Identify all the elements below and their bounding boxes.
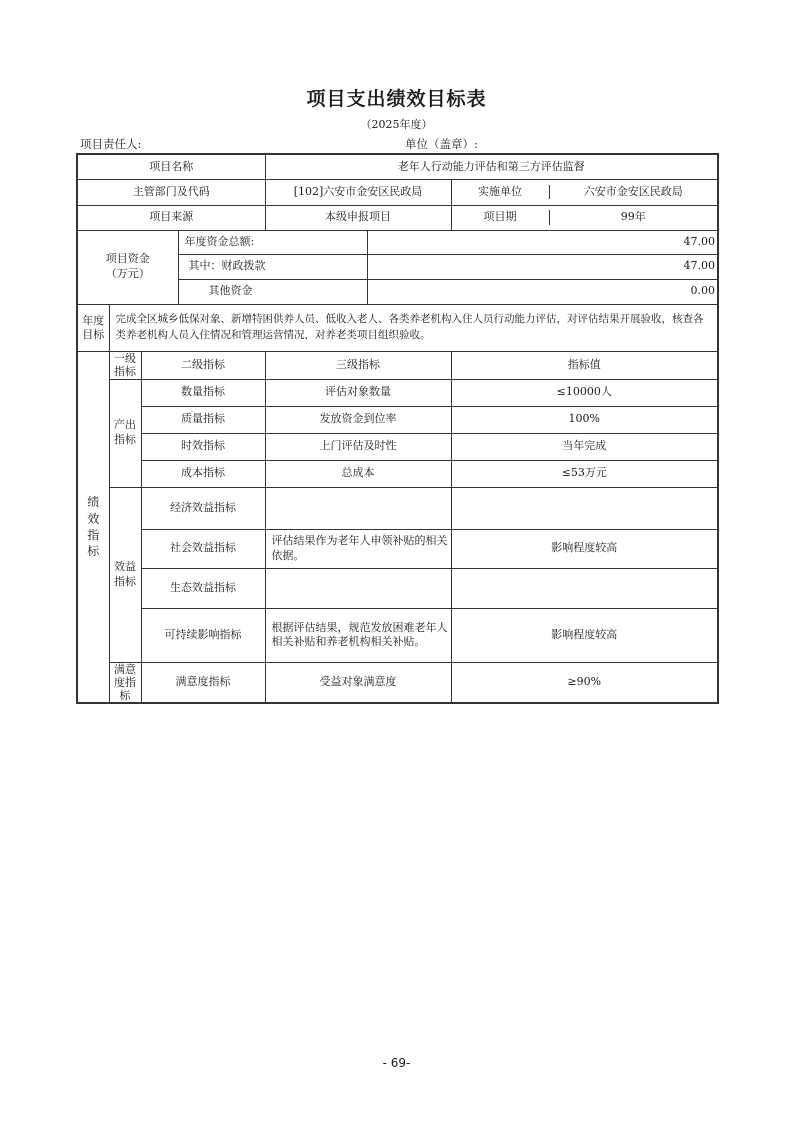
benefit-value [451,487,718,529]
fiscal-year: （2025年度） [360,118,433,131]
level2-header: 二级指标 [141,351,265,379]
output-l2: 质量指标 [141,406,265,433]
benefit-value: 影响程度较高 [451,608,718,662]
benefit-l3: 评估结果作为老年人申领补贴的相关依据。 [265,529,451,568]
benefit-value [451,568,718,608]
performance-target-table [76,153,719,704]
output-value: 当年完成 [451,433,718,460]
output-l3: 发放资金到位率 [265,406,451,433]
output-l2: 成本指标 [141,460,265,487]
annual-goal-label: 年度 目标 [77,304,109,351]
level1-header: 一级 指标 [109,351,141,379]
benefit-l2: 经济效益指标 [141,487,265,529]
other-funds-label: 其他资金 [178,279,367,304]
impl-unit-label: 实施单位 [452,185,550,199]
target-value-header: 指标值 [451,351,718,379]
dept-code-value: [102]六安市金安区民政局 [265,179,451,205]
benefit-l3: 根据评估结果，规范发放困难老年人相关补贴和养老机构相关补贴。 [265,608,451,662]
benefit-indicators-label: 效益 指标 [109,487,141,662]
impl-unit-value: 六安市金安区民政局 [583,184,683,198]
project-period-label: 项目期 [452,210,550,224]
fiscal-label: 其中：财政拨款 [178,254,367,279]
output-value: ≤10000人 [451,379,718,406]
benefit-l2: 生态效益指标 [141,568,265,608]
output-l3: 总成本 [265,460,451,487]
annual-total-value: 47.00 [367,230,718,254]
level3-header: 三级指标 [265,351,451,379]
satisfaction-indicators-label: 满意 度指 标 [109,662,141,703]
unit-seal-label: 单位（盖章）: [405,137,478,151]
satisfaction-l2: 满意度指标 [141,662,265,703]
benefit-l3 [265,487,451,529]
page-title: 项目支出绩效目标表 [306,88,487,110]
impl-unit-cell [451,179,718,205]
output-value: 100% [451,406,718,433]
project-period-value: 99年 [620,210,646,224]
benefit-l2: 可持续影响指标 [141,608,265,662]
annual-goal-text: 完成全区城乡低保对象、新增特困供养人员、低收入老人、各类养老机构入住人员行动能力评估，对评估结果开展验收，核查各类养老机构人员入住情况和管理运营情况，对养老类项目组织验收。 [109,304,718,351]
project-name-value: 老年人行动能力评估和第三方评估监督 [265,154,718,179]
performance-indicators-label: 绩 效 指 标 [77,351,109,703]
project-funds-label: 项目资金 （万元） [77,230,178,304]
benefit-l3 [265,568,451,608]
satisfaction-l3: 受益对象满意度 [265,662,451,703]
benefit-value: 影响程度较高 [451,529,718,568]
fiscal-value: 47.00 [367,254,718,279]
dept-code-label: 主管部门及代码 [77,179,265,205]
output-l2: 时效指标 [141,433,265,460]
page-number: - 69- [382,1056,411,1070]
responsible-person-label: 项目责任人: [80,137,142,151]
other-funds-value: 0.00 [367,279,718,304]
output-l3: 评估对象数量 [265,379,451,406]
output-value: ≤53万元 [451,460,718,487]
project-source-value: 本级申报项目 [265,205,451,230]
satisfaction-value: ≥90% [451,662,718,703]
project-period-cell [451,205,718,230]
output-l3: 上门评估及时性 [265,433,451,460]
project-name-label: 项目名称 [77,154,265,179]
output-indicators-label: 产出 指标 [109,379,141,487]
project-source-label: 项目来源 [77,205,265,230]
annual-total-label: 年度资金总额: [178,230,367,254]
benefit-l2: 社会效益指标 [141,529,265,568]
output-l2: 数量指标 [141,379,265,406]
